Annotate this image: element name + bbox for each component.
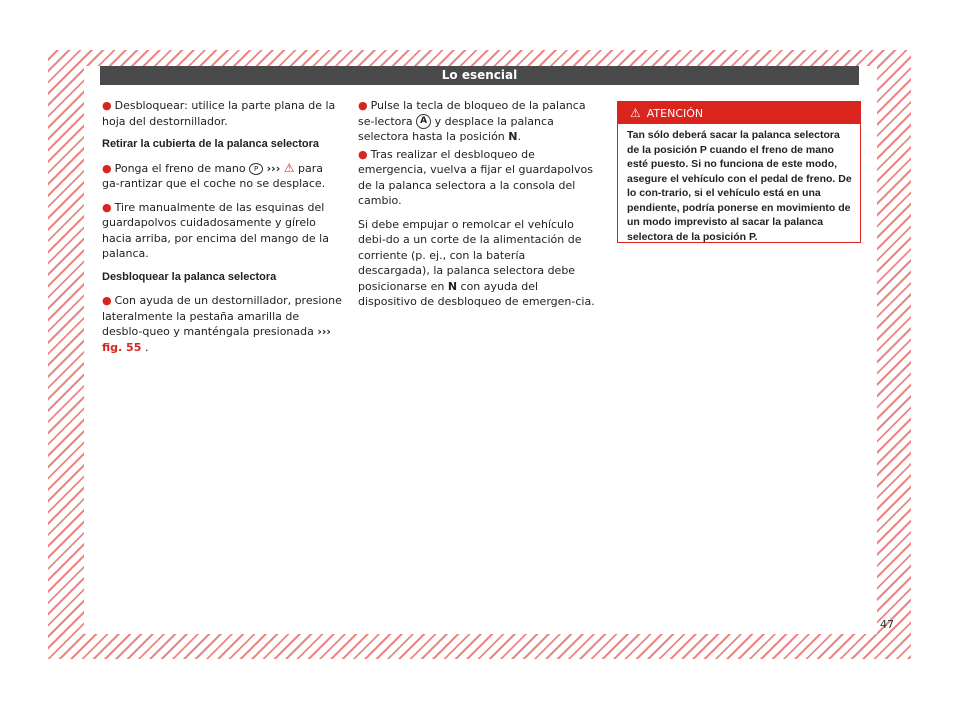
list-item: ● Ponga el freno de mano P ››› ⚠ para ga-rantizar que el coche no se desplace. bbox=[102, 160, 326, 190]
cross-ref-arrows-icon: ››› bbox=[266, 161, 281, 175]
cross-ref-arrows-icon: ››› bbox=[317, 325, 331, 338]
section-header bbox=[100, 66, 859, 85]
warning-icon: ⚠ bbox=[630, 106, 641, 120]
list-item: ● Con ayuda de un destornillador, presione lateralmente la pestaña amarilla de desblo-queo y manténgala presionada ››› fig. 55 . bbox=[102, 294, 342, 354]
warning-icon: ⚠ bbox=[283, 160, 295, 175]
list-item: ● Desbloquear: utilice la parte plana de la hoja del destornillador. bbox=[102, 99, 336, 128]
parking-brake-icon: P bbox=[249, 163, 263, 175]
list-item: ● Pulse la tecla de bloqueo de la palanca se-lectora A y desplace la palanca selectora hasta la posición N. bbox=[358, 99, 586, 143]
middle-column bbox=[358, 98, 600, 318]
list-item: ● Tire manualmente de las esquinas del guardapolvos cuidadosamente y gírelo hacia arriba, por encima del mango de la palanca. bbox=[102, 200, 329, 260]
figure-link[interactable]: fig. 55 bbox=[102, 340, 142, 354]
subheading: Retirar la cubierta de la palanca selectora bbox=[102, 138, 320, 150]
subheading: Desbloquear la palanca selectora bbox=[102, 270, 277, 283]
warning-header: ⚠ ATENCIÓN bbox=[618, 102, 860, 124]
section-title: Lo esencial bbox=[441, 68, 518, 82]
warning-text: Tan sólo deberá sacar la palanca selectora de la posición P cuando el freno de mano esté puesto. Si no funciona de este modo, asegure el vehículo con el pedal de freno. De lo con-trario, si el vehículo está en una pendiente, podría ponerse en movimiento de un modo imprevisto al sacar la palanca selectora de la posición P. bbox=[627, 129, 852, 243]
list-item: ● Tras realizar el desbloqueo de emergencia, vuelva a fijar el guardapolvos de la palanca selectora a la consola del cambio. bbox=[358, 147, 593, 207]
page-number: 47 bbox=[880, 618, 894, 631]
paragraph: Si debe empujar o remolcar el vehículo debi-do a un corte de la alimentación de corriente (p. ej., con la batería descargada), la palanca selectora debe posicionarse en N con ayuda del dispositivo de desbloqueo de emergen-cia. bbox=[358, 217, 595, 308]
left-column bbox=[102, 98, 342, 363]
warning-box bbox=[617, 101, 861, 243]
callout-a-icon: A bbox=[416, 114, 431, 129]
